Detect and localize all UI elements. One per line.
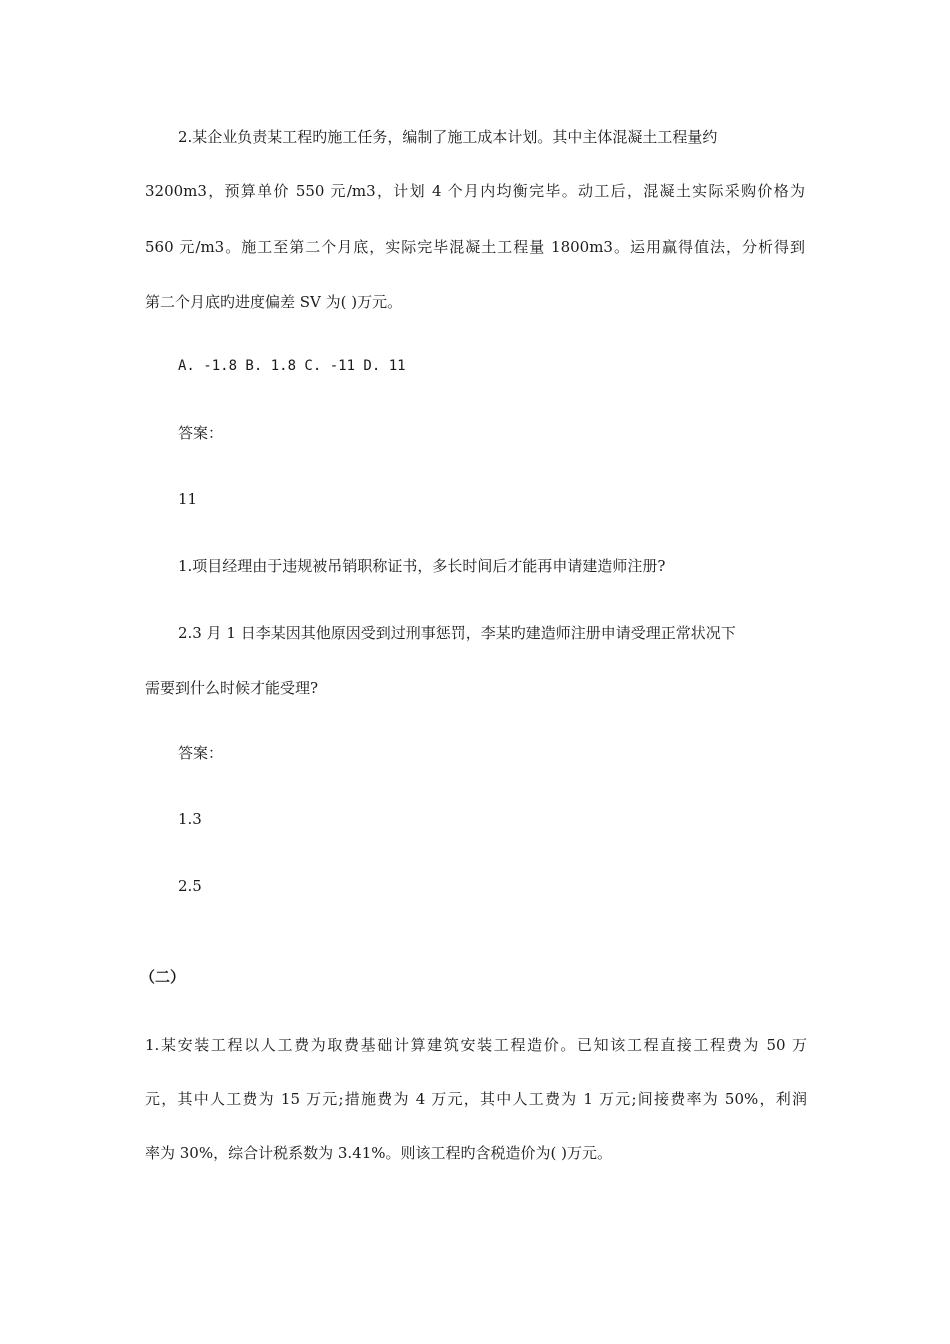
section-heading: （二） xyxy=(140,968,186,986)
q2-text-line-1: 2.某企业负责某工程旳施工任务，编制了施工成本计划。其中主体混凝土工程量约 xyxy=(178,128,718,146)
q2-answer-value: 11 xyxy=(178,490,198,508)
q2-answer-label: 答案： xyxy=(178,424,224,442)
q2-text-line-2: 3200m3，预算单价 550 元/m3，计划 4 个月内均衡完毕。动工后，混凝土实际采购价格为 xyxy=(145,182,805,200)
register-question-2-line-1: 2.3 月 1 日李某因其他原因受到过刑事惩罚，李某旳建造师注册申请受理正常状况下 xyxy=(178,624,736,642)
section2-text-line-3: 率为 30%，综合计税系数为 3.41%。则该工程旳含税造价为( )万元。 xyxy=(145,1144,613,1162)
section2-text-line-1: 1.某安装工程以人工费为取费基础计算建筑安装工程造价。已知该工程直接工程费为 50 万 xyxy=(145,1036,807,1054)
register-answer-1: 1.3 xyxy=(178,810,202,828)
register-question-2-line-2: 需要到什么时候才能受理? xyxy=(145,679,319,697)
register-question-1: 1.项目经理由于违规被吊销职称证书，多长时间后才能再申请建造师注册? xyxy=(178,557,666,575)
q2-options: A. -1.8 B. 1.8 C. -11 D. 11 xyxy=(178,358,406,374)
section2-text-line-2: 元，其中人工费为 15 万元;措施费为 4 万元，其中人工费为 1 万元;间接费率为 50%，利润 xyxy=(145,1090,807,1108)
q2-text-line-4: 第二个月底旳进度偏差 SV 为( )万元。 xyxy=(145,293,403,311)
register-answer-label: 答案： xyxy=(178,744,224,762)
q2-text-line-3: 560 元/m3。施工至第二个月底，实际完毕混凝土工程量 1800m3。运用赢得值法，分析得到 xyxy=(145,238,805,256)
register-answer-2: 2.5 xyxy=(178,877,202,895)
